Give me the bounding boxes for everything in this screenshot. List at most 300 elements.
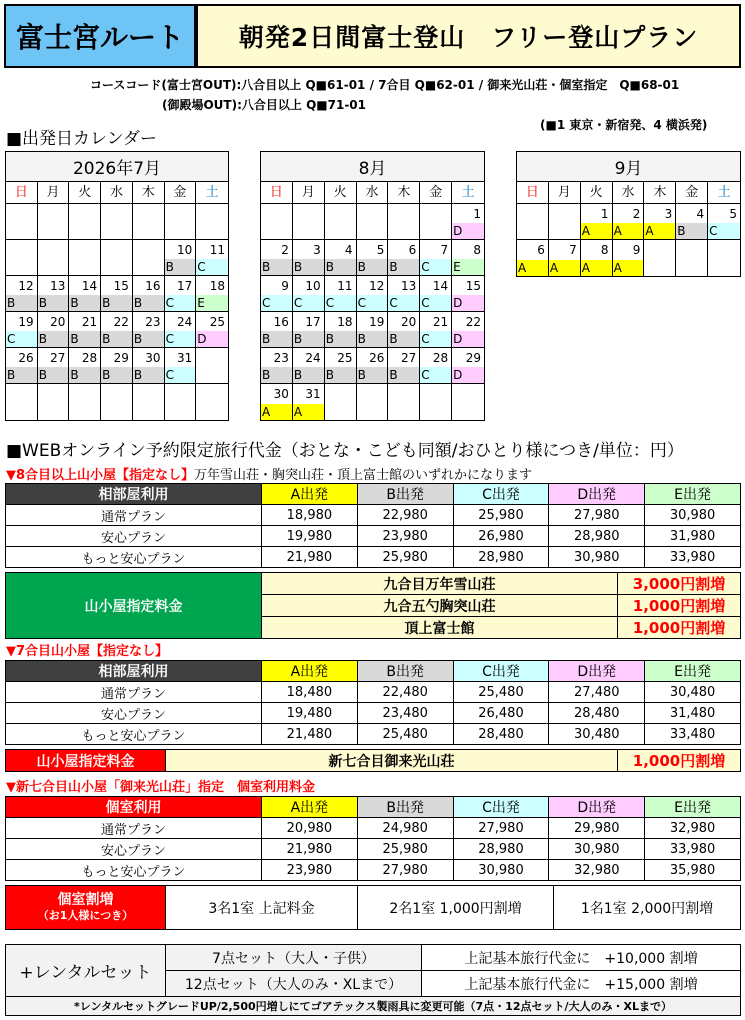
room-type-header: 相部屋利用	[6, 484, 262, 505]
grade-d-header: D出発	[549, 484, 645, 505]
sec8-label-text: ▼8合目以上山小屋【指定なし】	[6, 468, 195, 483]
day-number: 21	[432, 315, 449, 329]
price-cell: 30,980	[645, 505, 741, 526]
day-number: 1	[600, 207, 609, 221]
departure-grade: A	[517, 260, 548, 276]
calendar-month-label: 2026年7月	[6, 152, 228, 182]
calendar-weekday-row	[517, 182, 740, 204]
departure-grade: C	[708, 223, 740, 239]
hut-fee: 3,000円割増	[618, 573, 741, 595]
room-type-header: 相部屋利用	[6, 661, 262, 682]
calendar-day	[452, 276, 484, 312]
day-number: 4	[344, 243, 353, 257]
calendar-day	[420, 240, 452, 276]
rental-item-price: 上記基本旅行代金に +15,000 割増	[422, 971, 741, 997]
calendar-day	[293, 348, 325, 384]
calendar-day	[613, 240, 645, 276]
price-cell: 30,980	[549, 547, 645, 568]
departure-grade: B	[357, 259, 388, 275]
plan-title-text: 朝発2日間富士登山 フリー登山プラン	[238, 23, 699, 52]
day-number: 18	[337, 315, 353, 329]
calendar-day	[293, 204, 325, 240]
price-cell: 26,480	[453, 703, 549, 724]
sec7-price-table	[5, 660, 741, 745]
calendar-day	[133, 312, 165, 348]
private-price-table	[5, 796, 741, 881]
calendar-day	[165, 276, 197, 312]
day-number: 12	[369, 279, 385, 293]
calendar-day	[293, 312, 325, 348]
departure-grade: B	[69, 331, 100, 347]
departure-grade: B	[133, 331, 164, 347]
rental-item-name: 7点セット（大人・子供）	[166, 945, 422, 971]
price-cell: 27,480	[549, 682, 645, 703]
price-cell: 31,480	[645, 703, 741, 724]
calendar-day	[6, 204, 38, 240]
day-number: 20	[401, 315, 417, 329]
weekday-label: 火	[69, 182, 101, 203]
grade-e-header: E出発	[645, 484, 741, 505]
weekday-label: 土	[461, 185, 475, 200]
day-number: 9	[281, 279, 289, 293]
departure-grade: A	[613, 223, 644, 239]
calendar-day	[549, 240, 581, 276]
calendar-day	[165, 384, 197, 420]
room-type-header: 個室利用	[6, 797, 262, 818]
day-number: 31	[177, 351, 193, 365]
price-cell: 35,980	[645, 860, 741, 881]
price-cell: 28,980	[453, 839, 549, 860]
calendar-day	[196, 204, 228, 240]
weekday-label: 火	[325, 182, 357, 203]
calendar-day	[165, 204, 197, 240]
departure-grade: B	[101, 367, 132, 383]
day-number: 27	[401, 351, 417, 365]
departure-grade: A	[581, 260, 612, 276]
departure-grade: B	[357, 331, 388, 347]
calendar-day	[644, 240, 676, 276]
plan-name: 安心プラン	[6, 839, 262, 860]
calendar-july	[5, 151, 229, 421]
surcharge-option: 1名1室 2,000円割増	[554, 886, 741, 930]
day-number: 7	[440, 243, 449, 257]
sec8-note: 万年雪山荘・胸突山荘・頂上富士館のいずれかになります	[194, 468, 533, 483]
price-cell: 22,480	[357, 682, 453, 703]
calendar-day	[388, 348, 420, 384]
day-number: 26	[18, 351, 34, 365]
departure-grade: C	[420, 367, 451, 383]
calendar-day	[101, 312, 133, 348]
departure-grade: B	[6, 367, 37, 383]
calendar-day	[38, 384, 70, 420]
day-number: 2	[632, 207, 641, 221]
departure-grade: E	[196, 295, 228, 311]
hut-fee: 1,000円割増	[618, 617, 741, 639]
calendar-day	[38, 276, 70, 312]
calendar-day	[101, 240, 133, 276]
weekday-label: 土	[205, 185, 219, 200]
calendar-day	[517, 240, 549, 276]
departure-grade: B	[6, 295, 37, 311]
day-number: 30	[273, 387, 289, 401]
calendar-day	[581, 204, 613, 240]
weekday-label: 金	[165, 182, 197, 203]
private-room-label: ▼新七合目山小屋「御来光山荘」指定 個室利用料金	[6, 780, 315, 795]
grade-b-header: B出発	[357, 484, 453, 505]
calendar-day	[676, 204, 708, 240]
price-cell: 28,980	[549, 526, 645, 547]
day-number: 23	[145, 315, 161, 329]
rental-table	[5, 944, 741, 1016]
departure-grade: B	[325, 259, 356, 275]
departure-grade: B	[388, 331, 419, 347]
departure-grade: B	[261, 367, 292, 383]
departure-grade: A	[293, 404, 324, 420]
hut-fee-label: 山小屋指定料金	[6, 573, 262, 639]
departure-grade: B	[388, 367, 419, 383]
price-cell: 27,980	[453, 818, 549, 839]
calendar-day	[420, 276, 452, 312]
departure-grade: D	[452, 295, 484, 311]
price-cell: 25,480	[453, 682, 549, 703]
calendar-day	[6, 384, 38, 420]
calendar-weekday-row	[6, 182, 228, 204]
calendar-day	[261, 240, 293, 276]
price-cell: 27,980	[549, 505, 645, 526]
price-cell: 28,480	[549, 703, 645, 724]
weekday-label: 土	[717, 185, 731, 200]
grade-e-header: E出発	[645, 797, 741, 818]
calendar-day	[133, 276, 165, 312]
calendar-day	[644, 204, 676, 240]
calendar-day	[452, 348, 484, 384]
calendar-day	[261, 204, 293, 240]
day-number: 31	[305, 387, 321, 401]
price-cell: 25,980	[357, 547, 453, 568]
day-number: 13	[401, 279, 417, 293]
day-number: 9	[632, 243, 641, 257]
price-cell: 27,980	[357, 860, 453, 881]
calendar-day	[325, 384, 357, 420]
calendar-day	[452, 384, 484, 420]
calendar-day	[69, 276, 101, 312]
weekday-label: 月	[549, 182, 581, 203]
day-number: 15	[465, 279, 481, 293]
calendar-day	[196, 276, 228, 312]
hut-fee: 1,000円割増	[618, 750, 741, 772]
price-cell: 21,480	[262, 724, 358, 745]
calendar-day	[420, 384, 452, 420]
route-title-text: 富士宮ルート	[15, 21, 184, 54]
price-section-title: ■WEBオンライン予約限定旅行代金（おとな・こども同額/おひとり様につき/単位：円）	[6, 441, 684, 461]
calendar-september	[516, 151, 741, 277]
departure-grade: B	[293, 259, 324, 275]
day-number: 22	[465, 315, 481, 329]
day-number: 4	[696, 207, 705, 221]
calendar-day	[38, 204, 70, 240]
day-number: 22	[113, 315, 129, 329]
day-number: 16	[145, 279, 161, 293]
departure-grade: B	[293, 367, 324, 383]
departure-grade: B	[133, 367, 164, 383]
departure-grade: C	[6, 331, 37, 347]
day-number: 18	[209, 279, 225, 293]
price-cell: 19,480	[262, 703, 358, 724]
calendar-day	[708, 204, 740, 240]
departure-grade: B	[101, 331, 132, 347]
plan-name: 通常プラン	[6, 818, 262, 839]
price-cell: 28,480	[453, 724, 549, 745]
price-cell: 25,480	[357, 724, 453, 745]
departure-grade: C	[165, 295, 196, 311]
calendar-day	[325, 276, 357, 312]
price-cell: 33,980	[645, 839, 741, 860]
rental-label: +レンタルセット	[6, 945, 166, 997]
sec8-hut-fee-table	[5, 572, 741, 639]
hut-name: 頂上富士館	[262, 617, 618, 639]
day-number: 1	[473, 207, 481, 221]
day-number: 25	[337, 351, 353, 365]
price-cell: 21,980	[262, 839, 358, 860]
day-number: 25	[209, 315, 225, 329]
calendar-day	[420, 312, 452, 348]
sec8-price-table	[5, 483, 741, 568]
course-code-line-2: (御殿場OUT):八合目以上 Q■71-01	[162, 98, 366, 112]
departure-grade: B	[69, 295, 100, 311]
calendar-day	[196, 312, 228, 348]
day-number: 14	[81, 279, 98, 293]
departure-grade: B	[69, 367, 100, 383]
departure-grade: B	[388, 259, 419, 275]
weekday-label: 水	[101, 182, 133, 203]
hut-name: 九合五勺胸突山荘	[262, 595, 618, 617]
day-number: 16	[273, 315, 289, 329]
day-number: 19	[369, 315, 385, 329]
calendar-day	[452, 204, 484, 240]
departure-grade: B	[165, 259, 196, 275]
price-cell: 26,980	[453, 526, 549, 547]
price-cell: 21,980	[262, 547, 358, 568]
calendar-day	[613, 204, 645, 240]
departure-grade: B	[38, 367, 69, 383]
calendar-day	[293, 384, 325, 420]
calendar-day	[357, 276, 389, 312]
weekday-label: 月	[293, 182, 325, 203]
calendar-day	[452, 312, 484, 348]
rental-item-name: 12点セット（大人のみ・XLまで）	[166, 971, 422, 997]
calendar-day	[325, 240, 357, 276]
calendar-day	[325, 348, 357, 384]
day-number: 20	[50, 315, 66, 329]
departure-grade: C	[165, 367, 196, 383]
day-number: 29	[113, 351, 129, 365]
calendar-day	[357, 384, 389, 420]
day-number: 11	[209, 243, 225, 257]
calendar-weekday-row	[261, 182, 484, 204]
calendar-day	[69, 348, 101, 384]
departure-note: (■1 東京・新宿発、4 横浜発)	[540, 118, 708, 132]
day-number: 17	[177, 279, 193, 293]
sec8-label	[6, 464, 532, 483]
grade-c-header: C出発	[453, 661, 549, 682]
grade-d-header: D出発	[549, 661, 645, 682]
price-cell: 25,980	[357, 839, 453, 860]
day-number: 3	[664, 207, 673, 221]
price-cell: 23,980	[262, 860, 358, 881]
calendar-day	[517, 204, 549, 240]
plan-title	[196, 4, 741, 68]
grade-b-header: B出発	[357, 661, 453, 682]
price-cell: 30,480	[645, 682, 741, 703]
calendar-month-label: 8月	[261, 152, 484, 182]
route-title	[4, 4, 196, 68]
calendar-day	[133, 348, 165, 384]
price-cell: 33,480	[645, 724, 741, 745]
day-number: 19	[18, 315, 34, 329]
weekday-label: 火	[581, 182, 613, 203]
plan-name: 通常プラン	[6, 682, 262, 703]
price-cell: 32,980	[645, 818, 741, 839]
calendar-day	[196, 348, 228, 384]
calendar-day	[38, 348, 70, 384]
departure-grade: A	[613, 260, 644, 276]
weekday-label: 木	[133, 182, 165, 203]
weekday-label: 水	[613, 182, 645, 203]
grade-d-header: D出発	[549, 797, 645, 818]
departure-grade: B	[133, 295, 164, 311]
calendar-day	[261, 276, 293, 312]
calendar-day	[69, 384, 101, 420]
day-number: 27	[50, 351, 66, 365]
departure-grade: C	[420, 259, 451, 275]
calendar-day	[388, 384, 420, 420]
departure-grade: B	[261, 259, 292, 275]
departure-grade: C	[165, 331, 196, 347]
day-number: 3	[313, 243, 321, 257]
calendar-day	[357, 240, 389, 276]
departure-grade: B	[38, 331, 69, 347]
departure-grade: A	[581, 223, 612, 239]
plan-name: 安心プラン	[6, 526, 262, 547]
calendar-day	[452, 240, 484, 276]
day-number: 23	[273, 351, 289, 365]
plan-name: もっと安心プラン	[6, 547, 262, 568]
grade-c-header: C出発	[453, 484, 549, 505]
departure-grade: A	[644, 223, 675, 239]
day-number: 24	[305, 351, 321, 365]
day-number: 12	[18, 279, 34, 293]
surcharge-label-text: 個室割増	[57, 891, 114, 908]
calendar-day	[261, 312, 293, 348]
calendar-day	[38, 312, 70, 348]
calendar-day	[6, 276, 38, 312]
calendar-day	[133, 384, 165, 420]
calendar-day	[676, 240, 708, 276]
calendar-day	[6, 312, 38, 348]
day-number: 30	[145, 351, 161, 365]
calendar-day	[196, 384, 228, 420]
calendar-day	[420, 204, 452, 240]
departure-grade: C	[196, 259, 228, 275]
calendar-day	[133, 240, 165, 276]
departure-grade: B	[261, 331, 292, 347]
price-cell: 20,980	[262, 818, 358, 839]
weekday-label: 日	[517, 182, 549, 203]
departure-grade: C	[420, 295, 451, 311]
departure-grade: B	[101, 295, 132, 311]
departure-grade: B	[38, 295, 69, 311]
weekday-label: 日	[6, 182, 38, 203]
surcharge-option: 3名1室 上記料金	[166, 886, 358, 930]
price-cell: 28,980	[453, 547, 549, 568]
day-number: 29	[465, 351, 481, 365]
day-number: 13	[50, 279, 66, 293]
departure-grade: C	[293, 295, 324, 311]
departure-grade: B	[325, 331, 356, 347]
departure-grade: C	[388, 295, 419, 311]
price-cell: 18,980	[262, 505, 358, 526]
calendar-day	[420, 348, 452, 384]
departure-grade: B	[293, 331, 324, 347]
surcharge-option: 2名1室 1,000円割増	[358, 886, 554, 930]
calendar-day	[101, 384, 133, 420]
calendar-day	[549, 204, 581, 240]
day-number: 26	[369, 351, 385, 365]
departure-grade: D	[452, 331, 484, 347]
price-cell: 30,480	[549, 724, 645, 745]
day-number: 5	[376, 243, 385, 257]
calendar-month-label: 9月	[517, 152, 740, 182]
plan-name: 安心プラン	[6, 703, 262, 724]
calendar-day	[101, 204, 133, 240]
price-cell: 30,980	[453, 860, 549, 881]
grade-a-header: A出発	[262, 661, 358, 682]
day-number: 21	[81, 315, 98, 329]
price-cell: 25,980	[453, 505, 549, 526]
day-number: 10	[177, 243, 193, 257]
weekday-label: 金	[676, 182, 708, 203]
day-number: 8	[600, 243, 609, 257]
rental-footnote: *レンタルセットグレードUP/2,500円増しにてゴアテックス製雨具に変更可能（7点・12点セット/大人のみ・XLまで）	[6, 997, 741, 1016]
calendar-day	[293, 276, 325, 312]
calendar-day	[388, 276, 420, 312]
calendar-day	[133, 204, 165, 240]
day-number: 28	[81, 351, 98, 365]
grade-a-header: A出発	[262, 797, 358, 818]
plan-name: もっと安心プラン	[6, 860, 262, 881]
price-cell: 31,980	[645, 526, 741, 547]
calendar-august	[260, 151, 485, 421]
surcharge-sub-text: （お1人様につき）	[37, 908, 134, 922]
day-number: 10	[305, 279, 321, 293]
day-number: 6	[537, 243, 545, 257]
departure-grade: B	[357, 367, 388, 383]
calendar-day	[101, 348, 133, 384]
price-cell: 19,980	[262, 526, 358, 547]
calendar-day	[69, 312, 101, 348]
departure-grade: B	[676, 223, 707, 239]
price-cell: 22,980	[357, 505, 453, 526]
calendar-day	[388, 312, 420, 348]
day-number: 24	[177, 315, 193, 329]
surcharge-label	[6, 886, 166, 930]
calendar-day	[388, 240, 420, 276]
calendar-day	[69, 204, 101, 240]
calendar-day	[165, 240, 197, 276]
day-number: 8	[473, 243, 481, 257]
departure-grade: D	[452, 367, 484, 383]
day-number: 15	[113, 279, 129, 293]
